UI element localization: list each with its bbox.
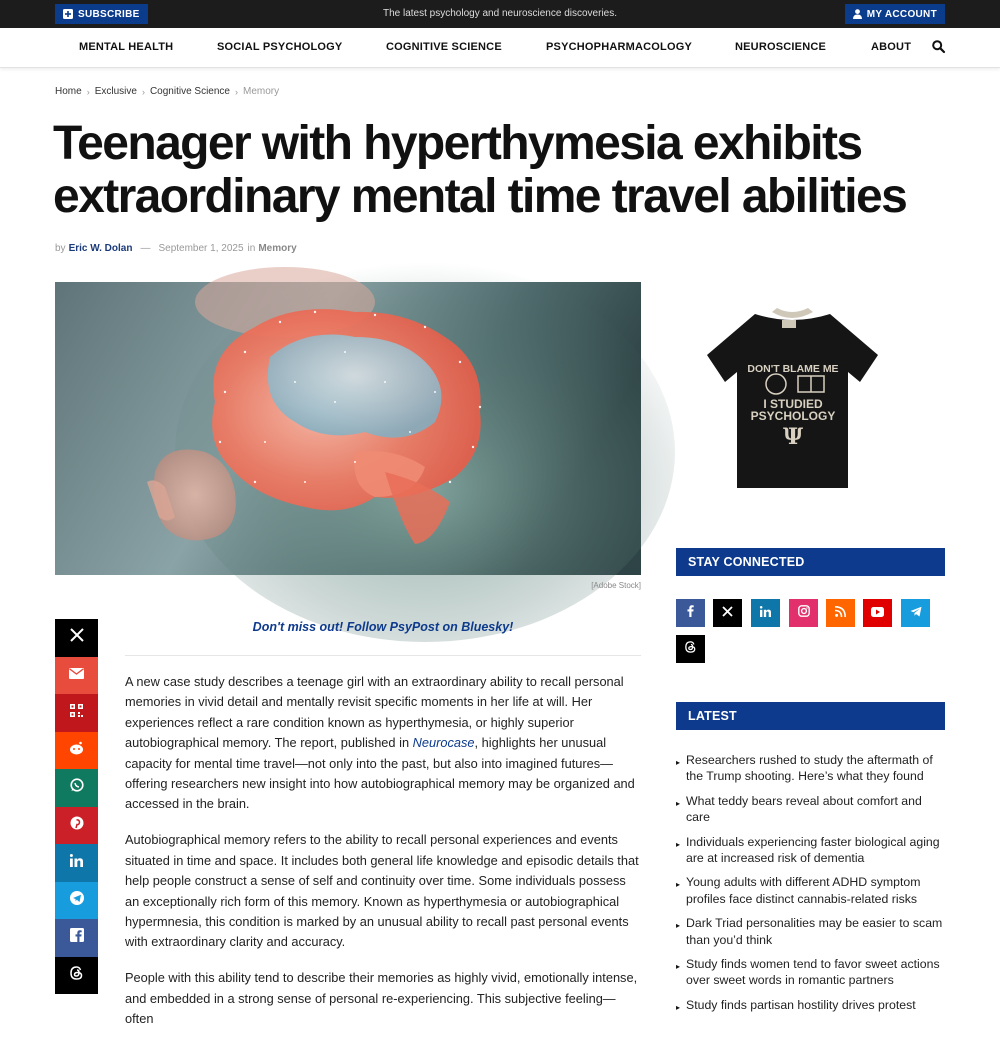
threads-icon <box>685 640 696 658</box>
share-threads-button[interactable] <box>55 957 98 995</box>
breadcrumb-current: Memory <box>242 86 280 97</box>
divider <box>125 655 641 656</box>
pinterest-icon <box>70 816 84 835</box>
nav-cognitive-science[interactable]: COGNITIVE SCIENCE <box>386 41 502 53</box>
article-title: Teenager with hyperthymesia exhibits extraordinary mental time travel abilities <box>53 117 907 223</box>
share-x-button[interactable] <box>55 619 98 657</box>
tshirt-line2: I STUDIED <box>763 397 823 411</box>
main-navigation <box>0 28 1000 68</box>
paragraph-text: , highlights her unusual capacity for mental time travel—not only into the past, but also into imagined futures—offering researchers new insight into how autobiographical memory may be organized and accessed in the brain. <box>125 735 635 812</box>
site-tagline: The latest psychology and neuroscience discoveries. <box>382 8 618 19</box>
bluesky-promo-link[interactable]: Don't miss out! Follow PsyPost on Bluesky! <box>252 620 514 634</box>
paragraph <box>125 672 641 815</box>
social-rss-button[interactable] <box>826 599 855 627</box>
nav-mental-health[interactable]: MENTAL HEALTH <box>79 41 174 53</box>
social-instagram-button[interactable] <box>789 599 818 627</box>
tshirt-line1: DON'T BLAME ME <box>747 363 839 375</box>
latest-item[interactable] <box>676 834 945 867</box>
stay-connected-heading: STAY CONNECTED <box>676 548 945 576</box>
neurocase-link[interactable]: Neurocase <box>412 735 475 751</box>
chevron-right-icon: › <box>234 86 238 97</box>
caret-right-icon: ▸ <box>676 880 681 890</box>
envelope-icon <box>69 666 84 684</box>
rss-icon <box>835 604 846 622</box>
whatsapp-icon <box>70 778 84 797</box>
threads-icon <box>70 966 83 985</box>
x-icon <box>722 604 733 622</box>
latest-item-link[interactable]: Dark Triad personalities may be easier to scam than you’d think <box>686 916 943 947</box>
latest-item-link[interactable]: Study finds partisan hostility drives protest <box>686 997 916 1012</box>
caret-right-icon: ▸ <box>676 839 681 849</box>
social-facebook-button[interactable] <box>676 599 705 627</box>
facebook-icon <box>687 604 694 622</box>
subscribe-label: SUBSCRIBE <box>78 8 140 20</box>
caret-right-icon: ▸ <box>676 962 681 972</box>
social-threads-button[interactable] <box>676 635 705 663</box>
share-pinterest-button[interactable] <box>55 807 98 845</box>
latest-heading: LATEST <box>676 702 945 730</box>
share-linkedin-button[interactable] <box>55 844 98 882</box>
telegram-icon <box>910 604 922 622</box>
paragraph: People with this ability tend to describe their memories as highly vivid, emotionally intense, and embedded in a strong sense of personal re-experiencing. This subjective feeling—often <box>125 970 638 1027</box>
latest-item[interactable] <box>676 752 945 785</box>
byline <box>55 243 297 254</box>
social-telegram-button[interactable] <box>901 599 930 627</box>
tshirt-ad[interactable] <box>700 300 885 500</box>
telegram-icon <box>70 891 84 910</box>
category-link[interactable]: Memory <box>258 243 297 254</box>
author-link[interactable]: Eric W. Dolan <box>68 243 133 254</box>
latest-item-link[interactable]: Researchers rushed to study the aftermath of the Trump shooting. Here’s what they found <box>686 753 933 784</box>
x-icon <box>70 628 84 647</box>
breadcrumb <box>55 86 279 97</box>
chevron-right-icon: › <box>86 86 90 97</box>
nav-about[interactable]: ABOUT <box>871 41 912 53</box>
social-youtube-button[interactable] <box>863 599 892 627</box>
reddit-icon <box>69 741 84 760</box>
search-icon[interactable] <box>932 40 946 54</box>
social-linkedin-button[interactable] <box>751 599 780 627</box>
article-body <box>125 672 641 1045</box>
nav-neuroscience[interactable]: NEUROSCIENCE <box>735 41 827 53</box>
qr-code-icon <box>70 704 83 722</box>
user-icon <box>853 9 862 19</box>
psi-symbol: Ψ <box>782 424 804 450</box>
breadcrumb-cognitive-science[interactable]: Cognitive Science <box>149 86 230 97</box>
share-qr-button[interactable] <box>55 694 98 732</box>
my-account-label: MY ACCOUNT <box>866 8 937 20</box>
paragraph: Autobiographical memory refers to the ability to recall personal experiences and events situated in time and space. It includes both general life knowledge and episodic details that help people construct a sense of self and continuity over time. Some individuals possess an exceptionally rich form of this memory. Known as hyperthymesia or autobiographical hypermnesia, this condition is marked by an unusual ability to recall past personal events with extraordinary clarity and accuracy. <box>125 832 639 950</box>
latest-item-link[interactable]: Individuals experiencing faster biological aging are at increased risk of dementia <box>686 834 940 866</box>
byline-dash: — <box>140 243 151 254</box>
nav-psychopharmacology[interactable]: PSYCHOPHARMACOLOGY <box>546 41 692 53</box>
tshirt-line3: PSYCHOLOGY <box>750 409 836 423</box>
youtube-icon <box>871 604 884 622</box>
facebook-icon <box>70 928 84 947</box>
share-facebook-button[interactable] <box>55 919 98 957</box>
share-buttons <box>55 619 98 994</box>
social-x-button[interactable] <box>713 599 742 627</box>
latest-item[interactable] <box>676 874 945 907</box>
latest-item[interactable] <box>676 915 945 948</box>
caret-right-icon: ▸ <box>676 758 681 767</box>
paragraph-text: A new case study describes a teenage girl with an extraordinary ability to recall personal memories in vivid detail and mentally revisit specific moments in her life at will. Her experiences reflect a rare condition known as hyperthymesia, or highly superior autobiographical memory. The report, published in <box>125 674 624 751</box>
latest-item[interactable] <box>676 793 945 826</box>
latest-item-link[interactable]: Young adults with different ADHD symptom profiles face distinct cannabis-related risks <box>686 875 921 906</box>
caret-right-icon: ▸ <box>676 1002 681 1012</box>
share-whatsapp-button[interactable] <box>55 769 98 807</box>
latest-list <box>676 752 945 1024</box>
nav-social-psychology[interactable]: SOCIAL PSYCHOLOGY <box>217 41 343 53</box>
linkedin-icon <box>760 604 771 622</box>
caret-right-icon: ▸ <box>676 921 681 931</box>
latest-item-link[interactable]: Study finds women tend to favor sweet actions over sweet words in romantic partners <box>686 957 940 988</box>
top-bar <box>0 0 1000 28</box>
latest-item-link[interactable]: What teddy bears reveal about comfort and care <box>686 793 922 825</box>
by-label: by <box>55 243 66 254</box>
instagram-icon <box>798 604 810 622</box>
in-label: in <box>247 243 256 254</box>
publish-date: September 1, 2025 <box>158 243 244 254</box>
share-telegram-button[interactable] <box>55 882 98 920</box>
chevron-right-icon: › <box>141 86 145 97</box>
hero-image <box>55 282 641 575</box>
my-account-button[interactable] <box>845 4 945 24</box>
breadcrumb-home[interactable]: Home <box>55 86 82 97</box>
share-reddit-button[interactable] <box>55 732 98 770</box>
breadcrumb-exclusive[interactable]: Exclusive <box>94 86 137 97</box>
linkedin-icon <box>70 854 83 872</box>
latest-item[interactable] <box>676 997 945 1016</box>
caret-right-icon: ▸ <box>676 798 681 808</box>
image-caption: [Adobe Stock] <box>591 581 641 590</box>
share-email-button[interactable] <box>55 657 98 695</box>
latest-item[interactable] <box>676 956 945 989</box>
